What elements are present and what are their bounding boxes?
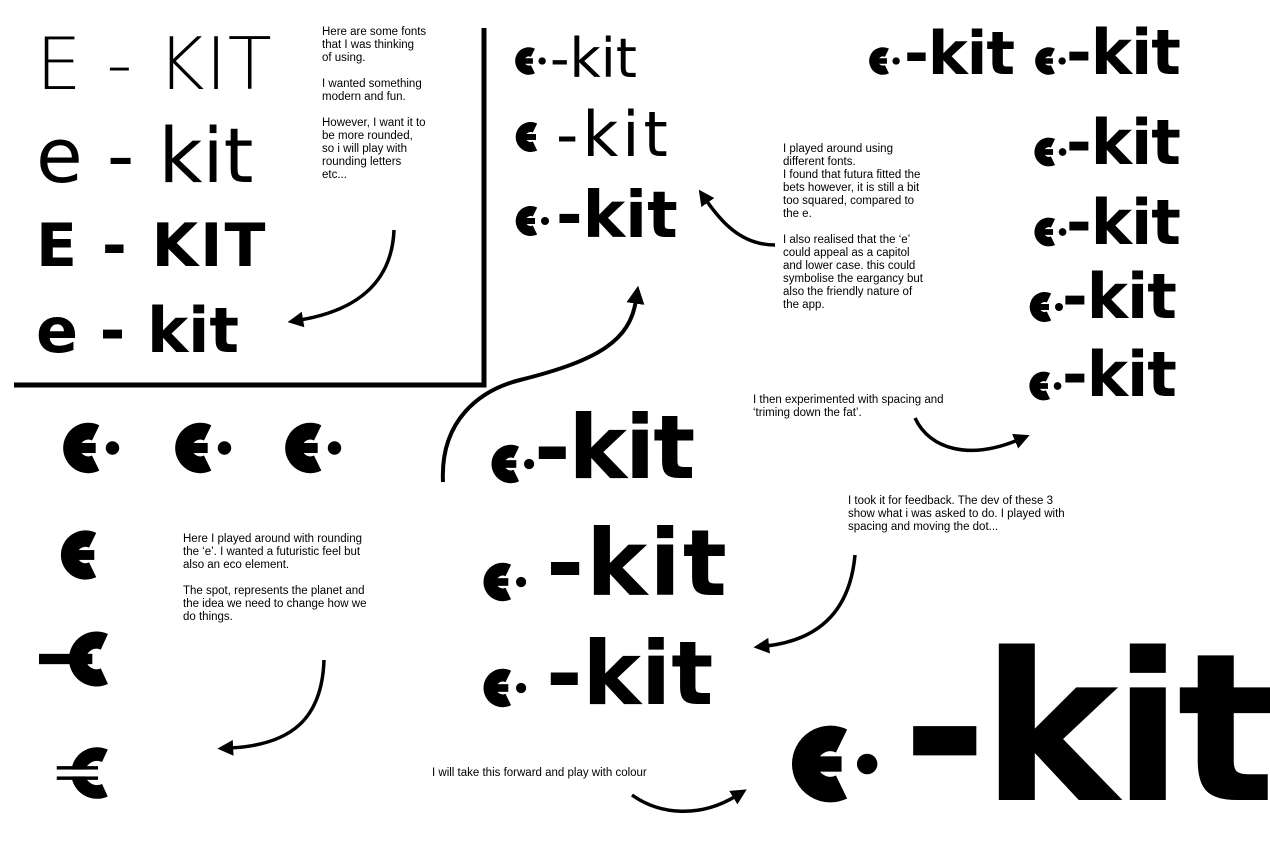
fonts-panel-border bbox=[14, 22, 484, 385]
feedback-variant-3-text: -kit bbox=[546, 622, 714, 725]
spacing-variant-4-text: -kit bbox=[1066, 186, 1180, 259]
arrow-up-icon bbox=[443, 300, 636, 482]
arrow-final-icon bbox=[632, 795, 736, 811]
spacing-variant-2-text: -kit bbox=[1066, 16, 1180, 89]
feedback-variant-1-text: -kit bbox=[534, 396, 694, 499]
spacing-note: I then experimented with spacing and ‘triming down the fat’. bbox=[753, 394, 944, 419]
arrow-futura-icon bbox=[706, 200, 775, 245]
feedback-variant-2-text: -kit bbox=[546, 510, 729, 617]
font-sample-2: e - kit bbox=[36, 111, 254, 200]
early-logo-2-text: -kit bbox=[556, 98, 672, 171]
arrow-fonts-icon bbox=[300, 230, 394, 320]
spacing-variant-6-text: -kit bbox=[1062, 338, 1176, 411]
rounding-note: Here I played around with rounding the ‘e’. I wanted a futuristic feel but also an eco element. The spot, represents the planet and the idea we need to change how we do things. bbox=[183, 533, 367, 623]
font-sample-1: E - KIT bbox=[36, 22, 273, 106]
arrow-rounding-icon bbox=[230, 660, 324, 748]
final-logo-text: -kit bbox=[902, 609, 1270, 849]
spacing-variant-3-text: -kit bbox=[1066, 106, 1180, 179]
font-sample-3: E - KIT bbox=[36, 211, 268, 281]
spacing-variant-5-text: -kit bbox=[1062, 260, 1176, 333]
arrow-spacing-icon bbox=[915, 418, 1018, 450]
final-note: I will take this forward and play with colour bbox=[432, 767, 647, 779]
arrow-feedback-icon bbox=[766, 555, 855, 646]
early-logo-1-text: -kit bbox=[550, 27, 637, 90]
spacing-variant-1-text: -kit bbox=[904, 19, 1015, 89]
futura-note: I played around using different fonts. I found that futura fitted the bets however, it is still a bit too squared, compared to the e. I also realised that the ‘e’ could appeal as a capitol and lower case. this could symbolise the eargancy but also the friendly nature of the app. bbox=[783, 143, 923, 311]
feedback-note: I took it for feedback. The dev of these 3 show what i was asked to do. I played with spacing and moving the dot... bbox=[848, 495, 1065, 533]
early-logo-3-text: -kit bbox=[556, 179, 678, 253]
fonts-note: Here are some fonts that I was thinking of using. I wanted something modern and fun. However, I want it to be more rounded, so i will play with rounding letters etc... bbox=[322, 26, 427, 181]
font-sample-4: e - kit bbox=[36, 294, 240, 367]
